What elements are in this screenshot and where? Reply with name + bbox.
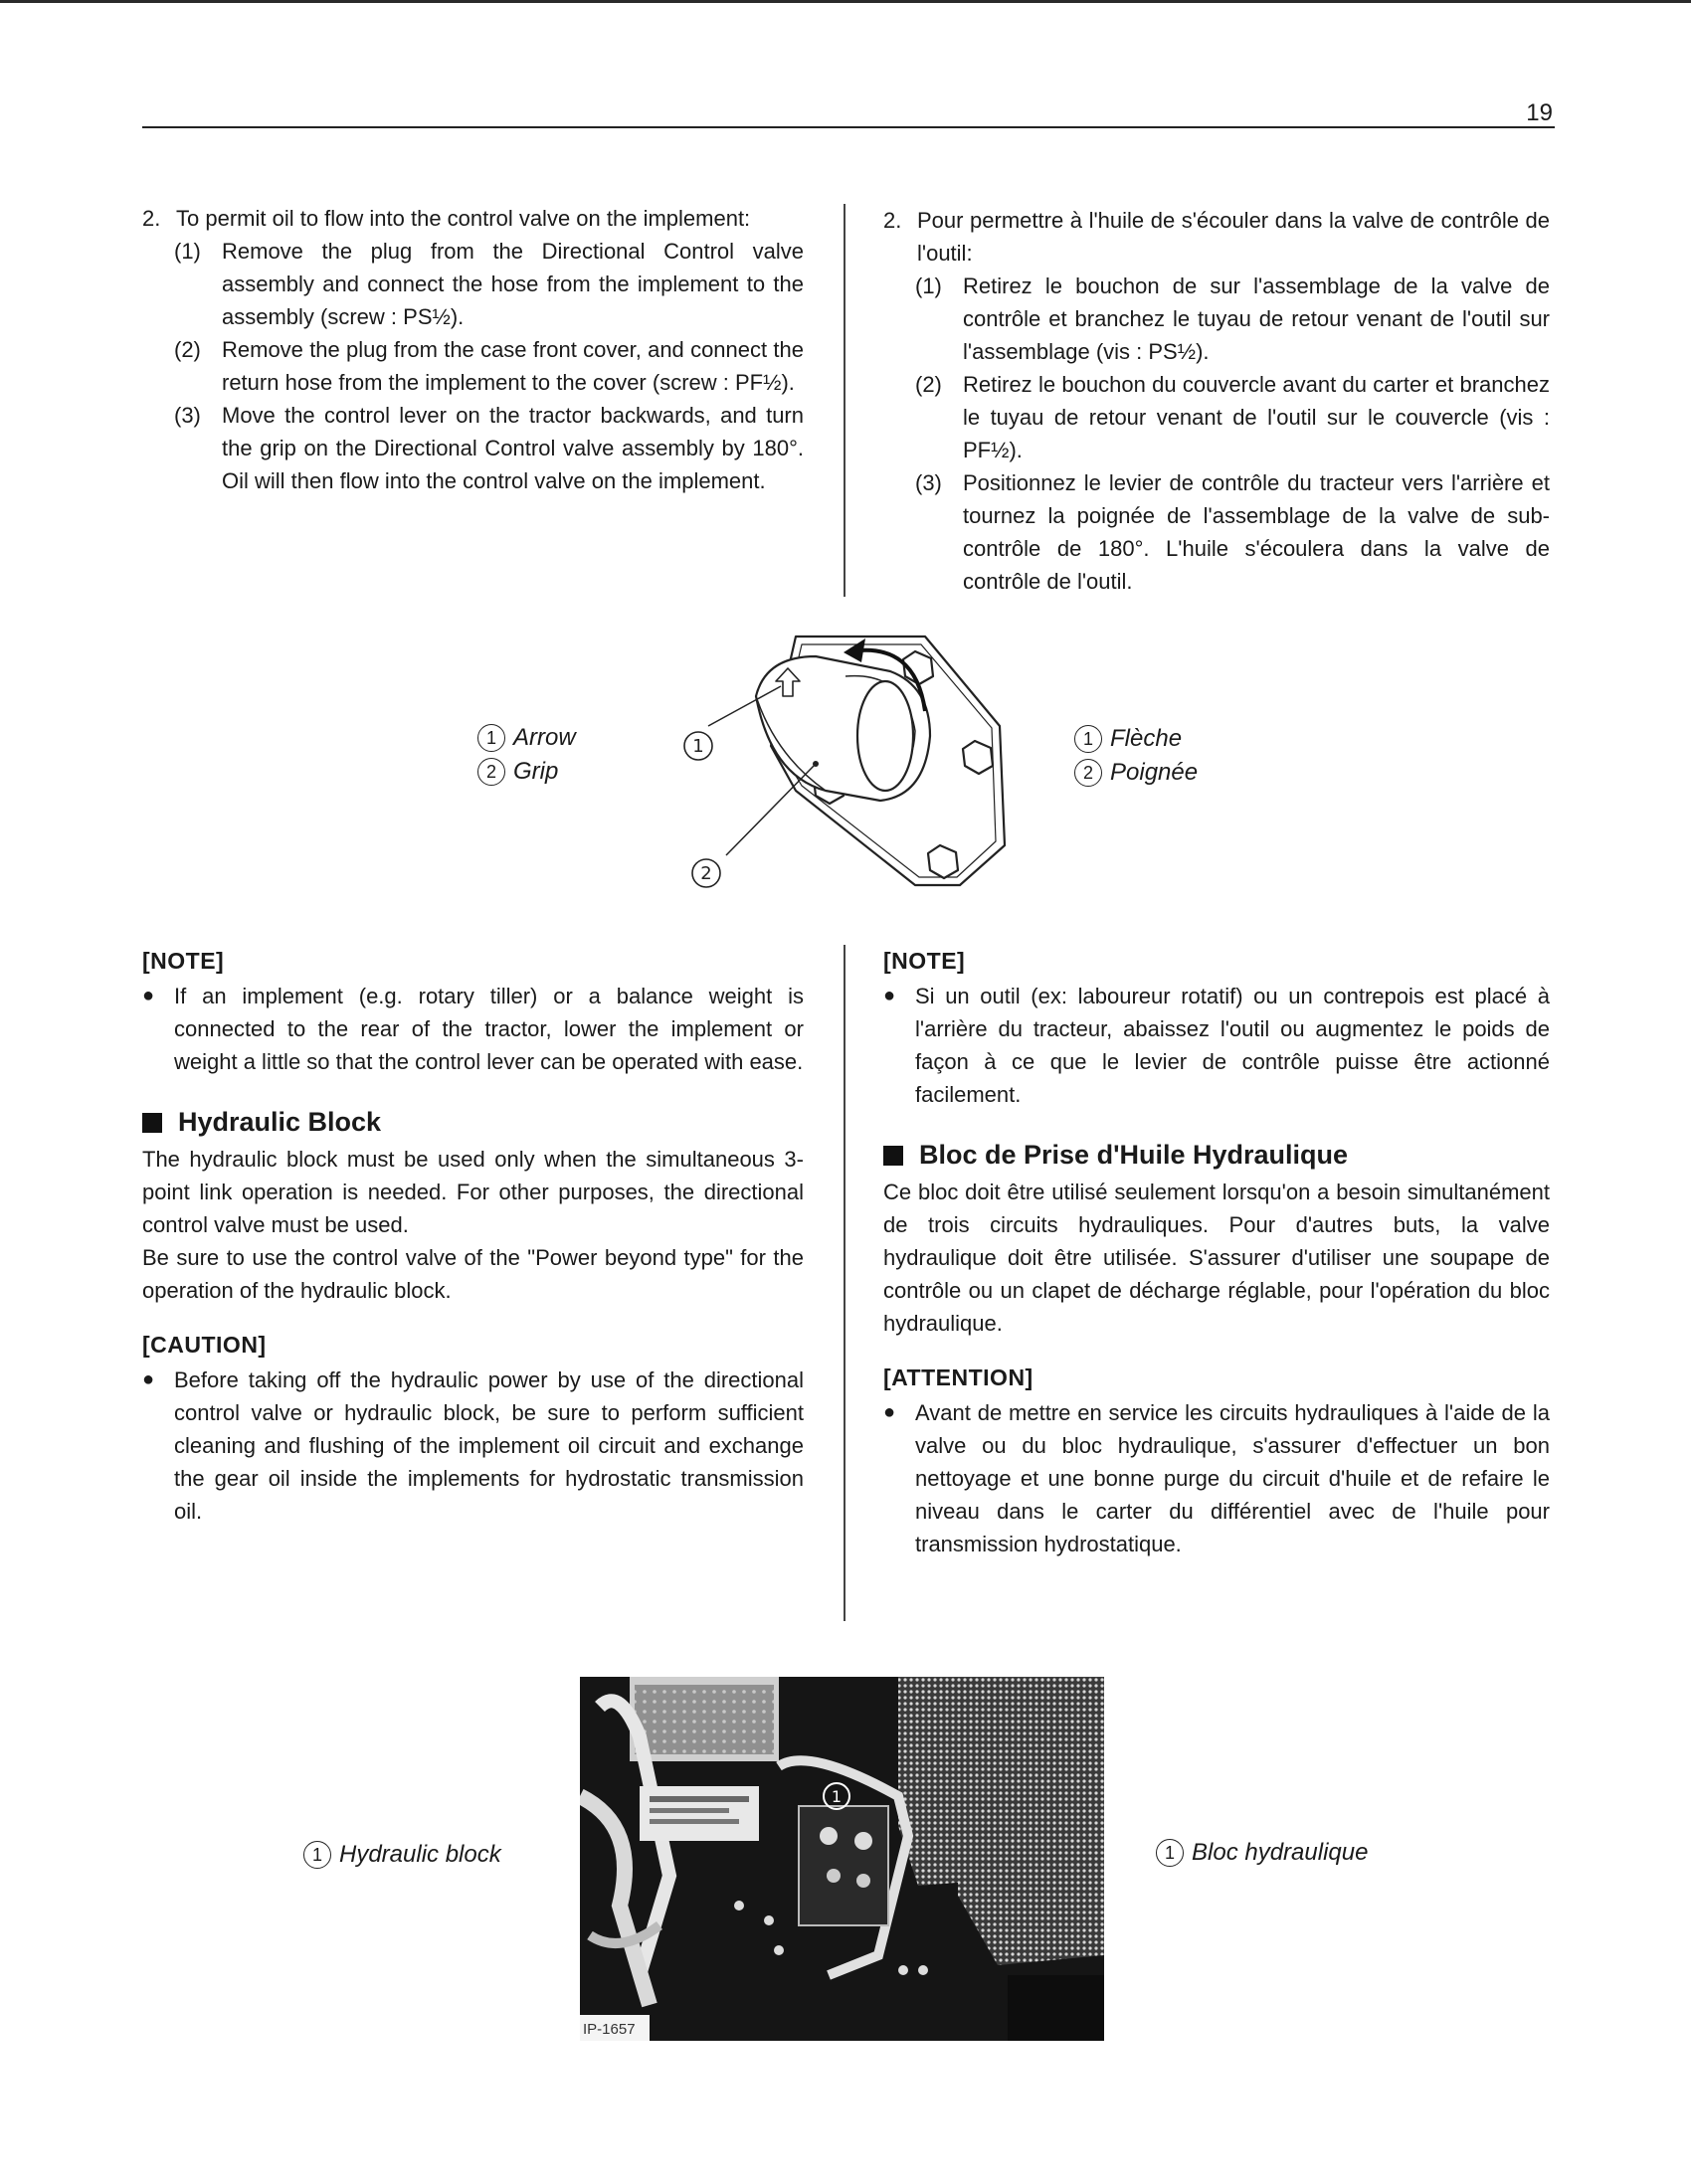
- figure2-legend-fr: [1156, 1836, 1368, 1870]
- photo-callout: 1: [831, 1787, 843, 1806]
- section-title: Hydraulic Block: [178, 1107, 382, 1137]
- caution-text: Before taking off the hydraulic power by use of the directional control valve or hydraulic block, be sure to perform sufficient cleaning and flushing of the implement oil circuit and exchange the gear oil inside the implements for hydrostatic transmission oil.: [174, 1367, 804, 1524]
- section-heading: [883, 1139, 1550, 1172]
- substep-text: Retirez le bouchon du couvercle avant du carter et branchez le tuyau de retour venant de l'outil sur le couvercle (vis : PF½).: [963, 372, 1550, 462]
- substep-number: (3): [174, 403, 201, 428]
- legend-label: Arrow: [513, 724, 576, 751]
- legend-label: Hydraulic block: [339, 1841, 501, 1868]
- square-bullet-icon: [142, 1113, 162, 1133]
- callout-number: 1: [477, 724, 505, 752]
- step-2-fr: [883, 204, 1550, 598]
- section-paragraph: Be sure to use the control valve of the "Power beyond type" for the operation of the hydraulic block.: [142, 1245, 804, 1303]
- caution-heading: [ATTENTION]: [883, 1365, 1033, 1390]
- hydraulic-block-photo: [580, 1677, 1104, 2041]
- square-bullet-icon: [883, 1146, 903, 1166]
- leader-line: [726, 764, 816, 855]
- note-heading: [NOTE]: [883, 948, 966, 974]
- substep-text: Positionnez le levier de contrôle du tracteur vers l'arrière et tournez la poignée de l'assemblage de la valve de sub-contrôle de 180°. L'huile s'écoulera dans la valve de contrôle de l'outil.: [963, 470, 1550, 594]
- legend-label: Poignée: [1110, 759, 1199, 786]
- grip-end: [857, 681, 913, 791]
- substep-text: Remove the plug from the case front cover, and connect the return hose from the implement to the cover (screw : PF½).: [222, 337, 804, 395]
- page-number: 19: [1526, 99, 1553, 126]
- lower-en: [142, 945, 804, 1528]
- section-heading: [142, 1106, 804, 1139]
- column-divider-top: [844, 204, 846, 597]
- callout-number: 2: [477, 758, 505, 786]
- note-text: Si un outil (ex: laboureur rotatif) ou un contrepois est placé à l'arrière du tracteur, abaissez l'outil ou augmentez le poids de façon à ce que le levier de contrôle puisse être actionné facilement.: [915, 984, 1550, 1107]
- callout-number: 2: [1074, 759, 1102, 787]
- substep-number: (2): [174, 337, 201, 362]
- photo-id: IP-1657: [583, 2021, 636, 2038]
- step-text: To permit oil to flow into the control valve on the implement:: [176, 206, 751, 231]
- step-text: Pour permettre à l'huile de s'écouler dans la valve de contrôle de l'outil:: [917, 208, 1550, 266]
- top-edge-rule: [0, 0, 1691, 3]
- caution-heading: [CAUTION]: [142, 1332, 267, 1358]
- caution-text: Avant de mettre en service les circuits hydrauliques à l'aide de la valve ou du bloc hydraulique, s'assurer d'effectuer un bon nettoyage et une bonne purge du circuit d'huile et de refaire le niveau dans le carter du différentiel avec de l'huile pour transmission hydrostatique.: [915, 1400, 1550, 1556]
- step-2-en: [142, 202, 804, 497]
- column-divider-bottom: [844, 945, 846, 1621]
- section-paragraph: Ce bloc doit être utilisé seulement lorsqu'on a besoin simultanément de trois circuits hydrauliques. Pour d'autres buts, la valve hydraulique doit être utilisée. S'assurer d'utiliser une soupape de contrôle ou un clapet de décharge réglable, pour l'opération du bloc hydraulique.: [883, 1180, 1550, 1336]
- callout-2: 2: [700, 863, 712, 884]
- legend-label: Bloc hydraulique: [1192, 1839, 1369, 1866]
- substep-text: Remove the plug from the Directional Control valve assembly and connect the hose from the implement to the assembly (screw : PS½).: [222, 239, 804, 329]
- substep-text: Move the control lever on the tractor backwards, and turn the grip on the Directional Control valve assembly by 180°. Oil will then flow into the control valve on the implement.: [222, 403, 804, 493]
- callout-number: 1: [1156, 1839, 1184, 1867]
- bullet-dot: ●: [142, 1368, 155, 1390]
- lower-fr: [883, 945, 1550, 1560]
- step-number: 2.: [883, 208, 902, 233]
- note-heading: [NOTE]: [142, 948, 225, 974]
- callout-number: 1: [303, 1841, 331, 1869]
- bullet-dot: ●: [883, 1401, 896, 1423]
- legend-label: Flèche: [1110, 725, 1183, 752]
- header-rule: [142, 126, 1555, 128]
- figure1-legend-fr: [1074, 722, 1198, 790]
- substep-number: (2): [915, 372, 942, 397]
- section-title: Bloc de Prise d'Huile Hydraulique: [919, 1140, 1349, 1170]
- bullet-dot: ●: [142, 985, 155, 1006]
- substep-text: Retirez le bouchon de sur l'assemblage de la valve de contrôle et branchez le tuyau de retour venant de l'outil sur l'assemblage (vis : PS½).: [963, 273, 1550, 364]
- substep-number: (1): [915, 273, 942, 298]
- callout-1: 1: [692, 736, 704, 757]
- figure2-legend-en: [303, 1838, 501, 1872]
- substep-number: (3): [915, 470, 942, 495]
- legend-label: Grip: [513, 758, 559, 785]
- callout-number: 1: [1074, 725, 1102, 753]
- step-number: 2.: [142, 206, 161, 231]
- figure1-legend-en: [477, 721, 576, 789]
- valve-diagram: [676, 617, 1015, 895]
- bullet-dot: ●: [883, 985, 896, 1006]
- substep-number: (1): [174, 239, 201, 264]
- note-text: If an implement (e.g. rotary tiller) or a balance weight is connected to the rear of the tractor, lower the implement or weight a little so that the control lever can be operated with ease.: [174, 984, 804, 1074]
- section-paragraph: The hydraulic block must be used only when the simultaneous 3-point link operation is needed. For other purposes, the directional control valve must be used.: [142, 1147, 804, 1237]
